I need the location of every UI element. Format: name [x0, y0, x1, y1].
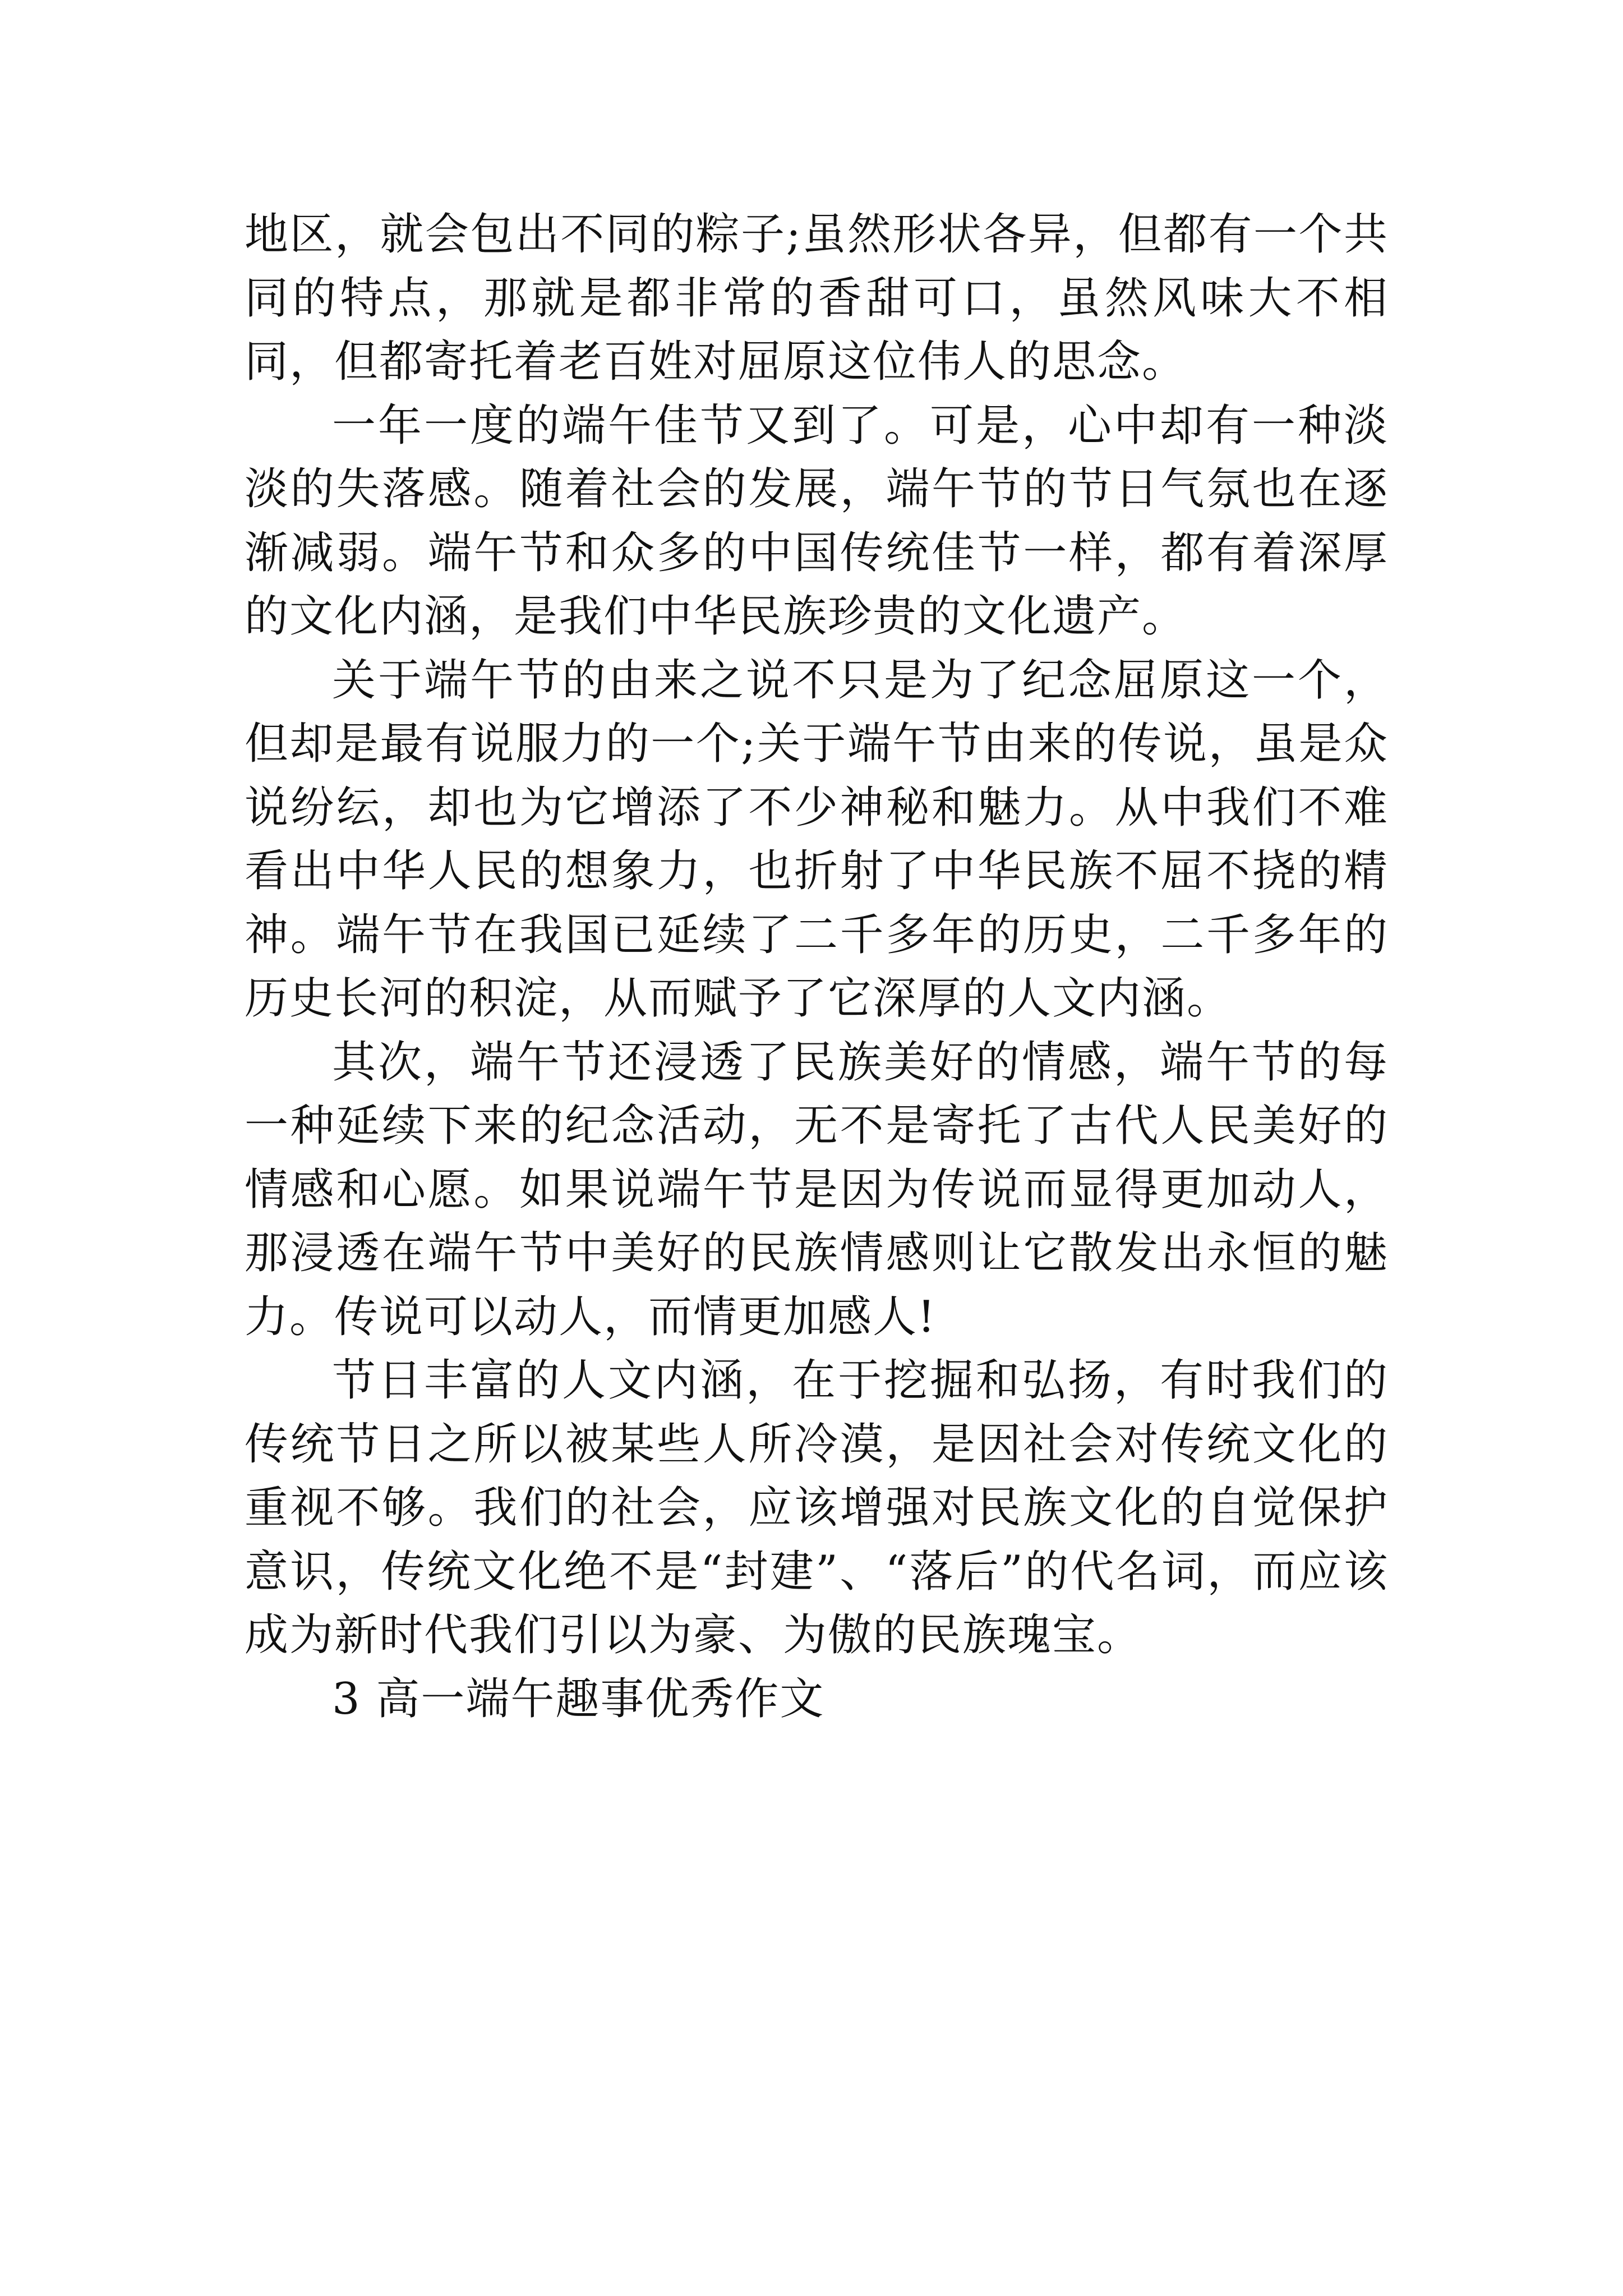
paragraph-dragon-boat-festival: 一年一度的端午佳节又到了。可是，心中却有一种淡淡的失落感。随着社会的发展，端午节的节日气氛也在逐渐减弱。端午节和众多的中国传统佳节一样，都有着深厚的文化内涵，是我们中华民族珍贵的文化遗产。	[245, 400, 1389, 642]
paragraph-national-emotion: 其次，端午节还浸透了民族美好的情感，端午节的每一种延续下来的纪念活动，无不是寄托了古代人民美好的情感和心愿。如果说端午节是因为传说而显得更加动人，那浸透在端午节中美好的民族情感则让它散发出永恒的魅力。传说可以动人，而情更加感人!	[245, 1037, 1389, 1342]
paragraph-cultural-heritage: 节日丰富的人文内涵，在于挖掘和弘扬，有时我们的传统节日之所以被某些人所冷漠，是因社会对传统文化的重视不够。我们的社会，应该增强对民族文化的自觉保护意识，传统文化绝不是“封建”、“落后”的代名词，而应该成为新时代我们引以为豪、为傲的民族瑰宝。	[245, 1355, 1389, 1660]
document-body	[245, 203, 1389, 1731]
paragraph-continued: 地区，就会包出不同的粽子;虽然形状各异，但都有一个共同的特点，那就是都非常的香甜可口，虽然风味大不相同，但都寄托着老百姓对屈原这位伟人的思念。	[245, 209, 1389, 387]
paragraph-origin-legend: 关于端午节的由来之说不只是为了纪念屈原这一个，但却是最有说服力的一个;关于端午节由来的传说，虽是众说纷纭，却也为它增添了不少神秘和魅力。从中我们不难看出中华人民的想象力，也折射了中华民族不屈不挠的精神。端午节在我国已延续了二千多年的历史，二千多年的历史长河的积淀，从而赋予了它深厚的人文内涵。	[245, 655, 1389, 1024]
section-heading: 3 高一端午趣事优秀作文	[332, 1673, 825, 1724]
